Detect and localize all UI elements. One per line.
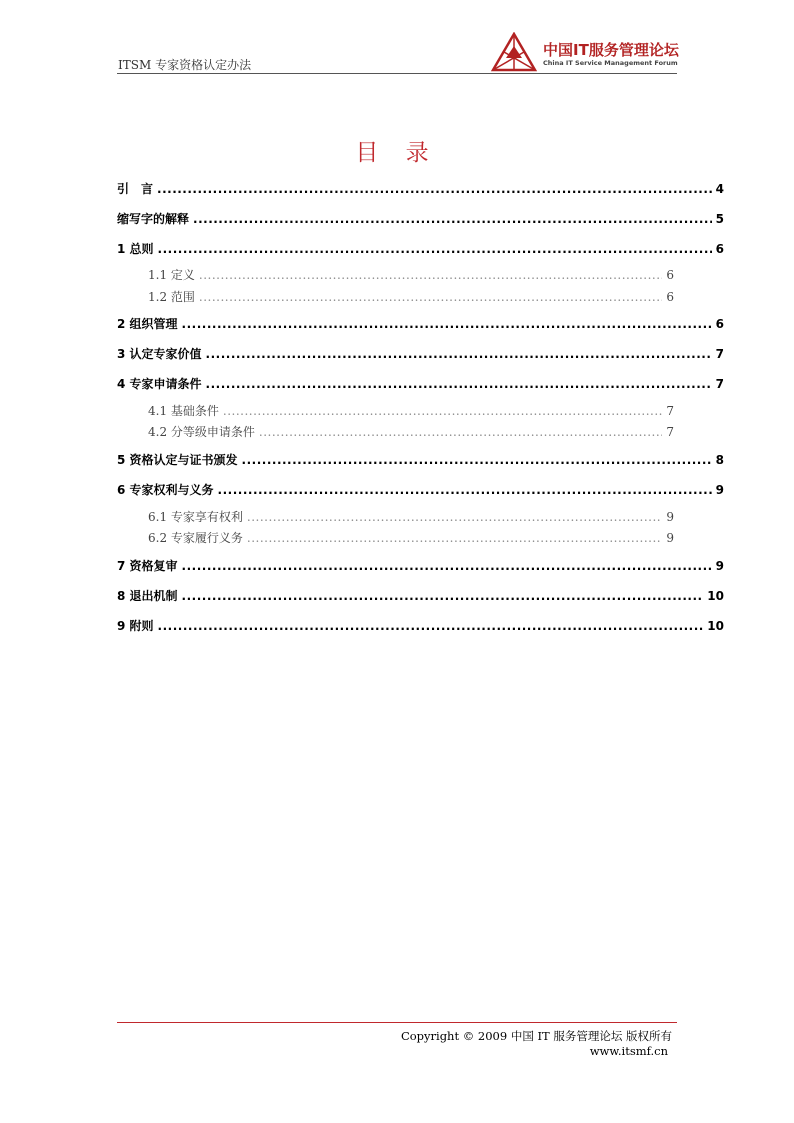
toc-leader-dots [223,404,662,418]
toc-leader-dots [157,182,712,196]
toc-entry-expert-value[interactable] [117,345,724,361]
toc-leader-dots [199,290,662,304]
logo-chinese-text: 中国IT服务管理论坛 [543,41,679,59]
itsmf-logo-icon [491,32,537,72]
toc-entry-page: 10 [707,589,724,603]
toc-entry-page: 7 [715,377,724,391]
toc-entry-page: 4 [715,182,724,196]
toc-entry-page: 9 [715,483,724,497]
toc-leader-dots [247,531,662,545]
toc-leader-dots [242,453,712,467]
toc-entry-page: 9 [715,559,724,573]
toc-entry-page: 10 [707,619,724,633]
toc-entry-abbreviations[interactable] [117,210,724,226]
toc-entry-label: 4.2 分等级申请条件 [148,425,255,439]
toc-entry-page: 9 [666,531,674,545]
toc-entry-general[interactable] [117,240,724,256]
toc-entry-page: 8 [715,453,724,467]
header-divider [117,73,677,74]
toc-leader-dots [182,589,704,603]
toc-leader-dots [193,212,712,226]
toc-entry-label: 1.1 定义 [148,268,195,282]
toc-entry-page: 6 [715,317,724,331]
toc-entry-label: 4 专家申请条件 [117,377,202,391]
toc-leader-dots [206,347,712,361]
toc-entry-rights-obligations[interactable] [117,481,724,497]
toc-entry-label: 9 附则 [117,619,154,633]
toc-entry-exit[interactable] [117,587,724,603]
toc-entry-label: 7 资格复审 [117,559,178,573]
toc-entry-intro[interactable] [117,180,724,196]
toc-entry-label: 2 组织管理 [117,317,178,331]
toc-entry-page: 7 [715,347,724,361]
toc-entry-page: 6 [666,290,674,304]
toc-leader-dots [206,377,712,391]
toc-entry-organization[interactable] [117,315,724,331]
toc-entry-label: 6.2 专家履行义务 [148,531,243,545]
toc-entry-label: 1.2 范围 [148,290,195,304]
toc-entry-label: 6.1 专家享有权利 [148,510,243,524]
toc-title: 目 录 [355,140,439,166]
logo-english-text: China IT Service Management Forum [543,59,678,67]
toc-leader-dots [182,317,712,331]
toc-leader-dots [247,510,662,524]
footer-website-link[interactable]: www.itsmf.cn [589,1044,668,1058]
toc-entry-scope[interactable] [148,288,674,304]
toc-entry-page: 5 [715,212,724,226]
toc-entry-expert-obligations[interactable] [148,529,674,545]
toc-entry-expert-rights[interactable] [148,508,674,524]
toc-entry-page: 7 [666,404,674,418]
toc-entry-label: 引 言 [117,182,154,196]
toc-entry-label: 8 退出机制 [117,589,178,603]
footer-copyright: Copyright © 2009 中国 IT 服务管理论坛 版权所有 [400,1029,672,1043]
itsmf-logo [491,32,677,72]
toc-entry-certification[interactable] [117,451,724,467]
page-header [117,30,677,76]
toc-entry-label: 4.1 基础条件 [148,404,219,418]
toc-entry-label: 6 专家权利与义务 [117,483,214,497]
toc-leader-dots [158,242,712,256]
toc-leader-dots [158,619,704,633]
toc-entry-appendix[interactable] [117,617,724,633]
toc-entry-application-conditions[interactable] [117,375,724,391]
toc-leader-dots [218,483,712,497]
toc-entry-graded-conditions[interactable] [148,423,674,439]
toc-leader-dots [259,425,662,439]
toc-entry-page: 7 [666,425,674,439]
toc-entry-page: 6 [666,268,674,282]
toc-entry-label: 3 认定专家价值 [117,347,202,361]
toc-entry-definition[interactable] [148,266,674,282]
toc-entry-label: 1 总则 [117,242,154,256]
toc-entry-label: 5 资格认定与证书颁发 [117,453,238,467]
document-title: ITSM 专家资格认定办法 [118,58,252,72]
toc-entry-label: 缩写字的解释 [117,212,190,226]
footer-divider [117,1022,677,1023]
toc-entry-review[interactable] [117,557,724,573]
toc-entry-page: 9 [666,510,674,524]
toc-entry-basic-conditions[interactable] [148,402,674,418]
toc-entry-page: 6 [715,242,724,256]
toc-leader-dots [182,559,712,573]
toc-leader-dots [199,268,662,282]
